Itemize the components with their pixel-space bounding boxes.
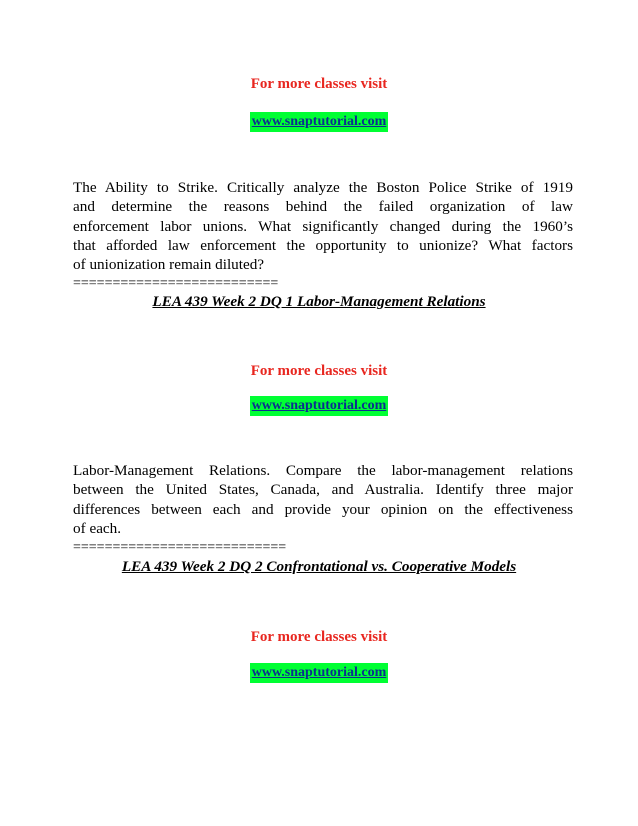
paragraph-line: and determine the reasons behind the failed organization of law: [73, 198, 573, 216]
promo-visit-text: For more classes visit: [250, 76, 388, 92]
paragraph-line: of each.: [73, 519, 122, 537]
paragraph-line: The Ability to Strike. Critically analyze the Boston Police Strike of 1919: [73, 179, 573, 196]
course-title-link[interactable]: LEA 439 Week 2 DQ 1 Labor-Management Relations: [152, 293, 486, 310]
course-title-link[interactable]: LEA 439 Week 2 DQ 2 Confrontational vs. Cooperative Models: [121, 558, 517, 575]
question-paragraph: [73, 178, 573, 274]
paragraph-line: enforcement labor unions. What significantly changed during the 1960’s: [73, 217, 573, 235]
paragraph-line: that afforded law enforcement the opportunity to unionize? What factors: [73, 236, 573, 254]
promo-link[interactable]: www.snaptutorial.com: [250, 663, 389, 683]
promo-link[interactable]: www.snaptutorial.com: [250, 112, 389, 132]
paragraph-line: Labor-Management Relations. Compare the labor-management relations: [73, 462, 573, 479]
promo-link-wrap: [0, 112, 638, 132]
promo-link-wrap: [0, 396, 638, 416]
question-paragraph: [73, 461, 573, 538]
separator-line: ===========================: [73, 540, 287, 555]
promo-visit-text: For more classes visit: [250, 629, 388, 645]
separator-line: ==========================: [73, 276, 279, 291]
promo-visit-text: For more classes visit: [250, 363, 388, 379]
paragraph-line: between the United States, Canada, and Australia. Identify three major: [73, 481, 573, 499]
paragraph-line: of unionization remain diluted?: [73, 256, 265, 274]
promo-link[interactable]: www.snaptutorial.com: [250, 396, 389, 416]
promo-link-wrap: [0, 663, 638, 683]
paragraph-line: differences between each and provide your opinion on the effectiveness: [73, 500, 573, 518]
